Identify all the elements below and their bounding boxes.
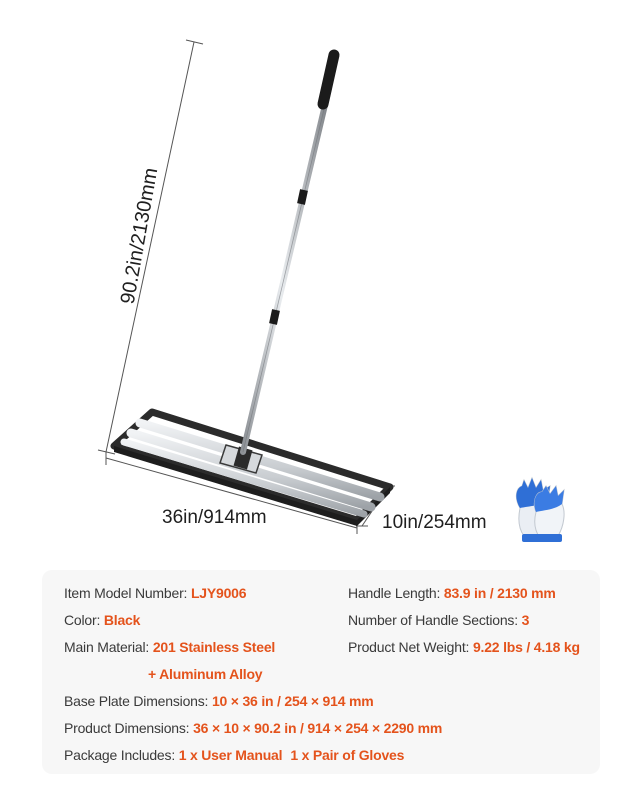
spec-value: LJY9006 <box>190 585 247 601</box>
rake-handle <box>243 55 334 452</box>
spec-handle-sections <box>348 612 529 628</box>
handle-grip <box>323 55 334 104</box>
spec-value: 10 × 36 in / 254 × 914 mm <box>211 693 374 709</box>
spec-value: 9.22 lbs / 4.18 kg <box>472 639 580 655</box>
spec-material <box>64 639 275 655</box>
spec-net-weight <box>348 639 580 655</box>
spec-value: 201 Stainless Steel <box>152 639 276 655</box>
spec-base-plate <box>64 693 374 709</box>
height-dimension-label: 90.2in/2130mm <box>116 166 163 306</box>
spec-label: Color: <box>64 612 101 628</box>
spec-value: 36 × 10 × 90.2 in / 914 × 254 × 2290 mm <box>193 720 443 736</box>
spec-value: 1 x User Manual <box>178 747 283 763</box>
spec-label: Handle Length: <box>348 585 441 601</box>
spec-label: Product Dimensions: <box>64 720 190 736</box>
spec-value: 83.9 in / 2130 mm <box>443 585 556 601</box>
specs-panel <box>42 570 600 774</box>
spec-material-continued <box>148 666 262 682</box>
spec-label: Number of Handle Sections: <box>348 612 518 628</box>
spec-color <box>64 612 140 628</box>
spec-label: Base Plate Dimensions: <box>64 693 209 709</box>
spec-value: + Aluminum Alloy <box>148 666 263 682</box>
spec-label: Item Model Number: <box>64 585 188 601</box>
spec-package <box>64 747 404 763</box>
handle-joint <box>273 310 276 324</box>
spec-value: 1 x Pair of Gloves <box>290 747 405 763</box>
spec-value: 3 <box>521 612 530 628</box>
spec-value: Black <box>103 612 141 628</box>
width-dimension-label: 36in/914mm <box>162 507 267 528</box>
handle-joint <box>301 190 304 204</box>
spec-product-dimensions <box>64 720 442 736</box>
spec-label: Product Net Weight: <box>348 639 470 655</box>
spec-handle-length <box>348 585 556 601</box>
spec-label: Package Includes: <box>64 747 176 763</box>
depth-dimension-label: 10in/254mm <box>382 512 487 533</box>
gloves-image <box>516 478 564 542</box>
spec-label: Main Material: <box>64 639 150 655</box>
height-dimension-line <box>98 40 203 454</box>
spec-model <box>64 585 246 601</box>
